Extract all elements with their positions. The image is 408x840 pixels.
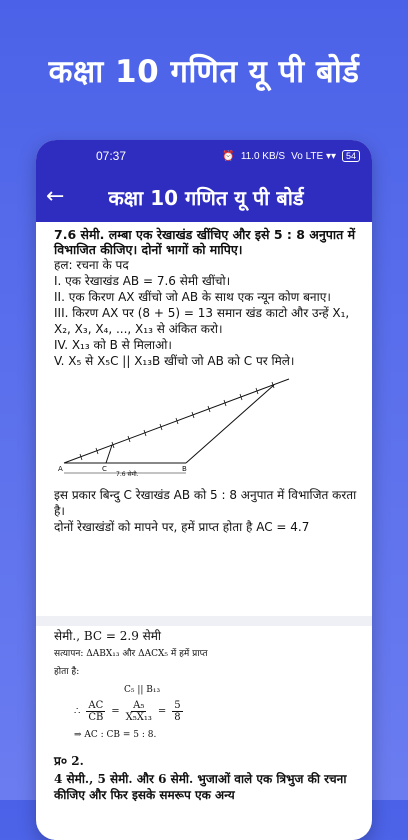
figure-measure: 7.6 सेमी. [116, 471, 139, 478]
step-line: III. किरण AX पर (8 + 5) = 13 समान खंड काटो और उन्हें X₁, X₂, X₃, X₄, ..., X₁₃ से अंकित करो। [54, 306, 350, 336]
numerator: 5 [174, 700, 181, 711]
ratio-equation [74, 700, 360, 723]
proof-line-2: होता है: [54, 667, 80, 677]
battery-icon: 54 [342, 150, 360, 162]
phone-frame [36, 140, 372, 840]
step-line: I. एक रेखाखंड AB = 7.6 सेमी खींचो। [54, 274, 231, 288]
point-a-label: A [58, 465, 63, 473]
question-2-text: 4 सेमी., 5 सेमी. और 6 सेमी. भुजाओं वाले एक त्रिभुज की रचना कीजिए और फिर इसके समरूप एक अन्य [54, 772, 347, 802]
solution-page-2[interactable] [54, 628, 360, 840]
therefore-symbol: ∴ [74, 706, 81, 717]
fraction [126, 700, 152, 723]
equals: = [111, 706, 120, 717]
construction-figure [54, 373, 304, 485]
question-2-label: प्र० 2. [54, 754, 84, 768]
ratio-result: ⇒ AC : CB = 5 : 8. [74, 730, 157, 740]
net-speed: 11.0 KB/S [240, 150, 286, 162]
denominator: 8 [174, 712, 181, 723]
fraction [172, 700, 182, 723]
conclusion-line: दोनों रेखाखंडों को मापने पर, हमें प्राप्त होता है AC = 4.7 [54, 520, 310, 534]
app-bar [36, 172, 372, 222]
measure-line: सेमी., BC = 2.9 सेमी [54, 629, 162, 643]
step-line: हल: रचना के पद [54, 258, 129, 272]
point-b-label: B [182, 465, 187, 473]
denominator: CB [88, 712, 104, 723]
back-arrow-icon[interactable]: ← [46, 184, 65, 209]
conclusion-line: इस प्रकार बिन्दु C रेखाखंड AB को 5 : 8 अनुपात में विभाजित करता है। [54, 488, 357, 518]
alarm-icon: ⏰ [222, 150, 235, 162]
denominator: X₅X₁₃ [125, 712, 152, 723]
promo-title: कक्षा 10 गणित यू पी बोर्ड [48, 54, 360, 90]
proof-line: सत्यापन: ΔABX₁₃ और ΔACX₅ में हमें प्राप्त [54, 649, 208, 659]
signal-icon: Vo LTE ▾▾ [291, 150, 336, 162]
status-bar [36, 140, 372, 172]
step-line: II. एक किरण AX खींचो जो AB के साथ एक न्यून कोण बनाए। [54, 290, 331, 304]
fraction [86, 700, 105, 723]
question-heading: 7.6 सेमी. लम्बा एक रेखाखंड खींचिए और इसे 5 : 8 अनुपात में विभाजित कीजिए। दोनों भागों को मापिए। [54, 227, 356, 257]
numerator: AC [88, 700, 104, 711]
page-separator [36, 616, 372, 626]
step-line: V. X₅ से X₅C || X₁₃B खींचो जो AB को C पर मिले। [54, 354, 295, 368]
point-c-label: C [102, 465, 107, 473]
status-time: 07:37 [96, 149, 127, 163]
solution-page-1[interactable] [54, 227, 360, 612]
app-title: कक्षा 10 गणित यू पी बोर्ड [108, 185, 304, 210]
numerator: A₅ [133, 700, 145, 711]
equals: = [157, 706, 167, 717]
step-line: IV. X₁₃ को B से मिलाओ। [54, 338, 172, 352]
status-icons [222, 150, 360, 162]
parallel-line: C₅ || B₁₃ [124, 685, 161, 695]
